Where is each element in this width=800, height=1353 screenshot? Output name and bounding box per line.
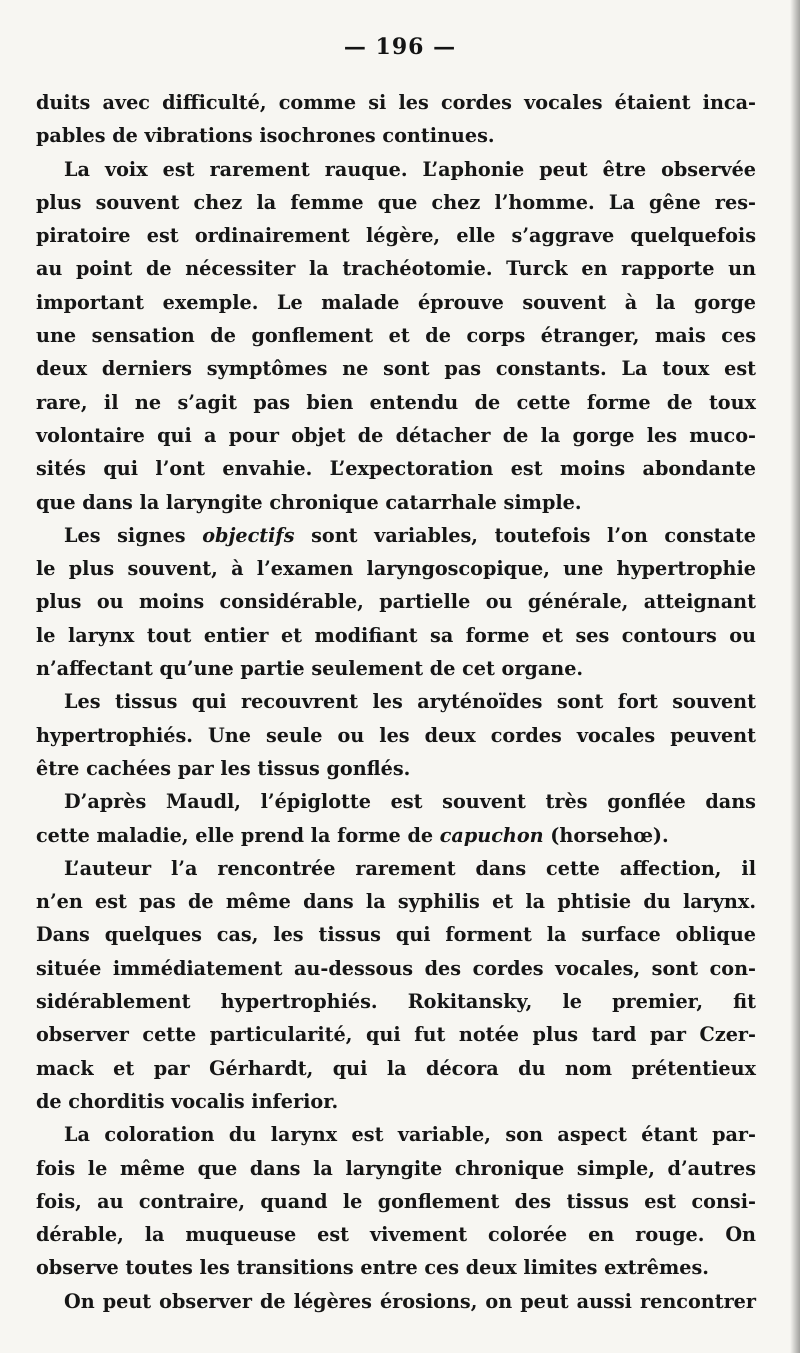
- italic-term: capuchon: [439, 823, 544, 847]
- text-line: pables de vibrations isochrones continues.: [36, 124, 495, 148]
- text-line: On peut observer de légères érosions, on peut aussi rencontrer: [64, 1289, 756, 1313]
- text-line: cette maladie, elle prend la forme de capuchon (horsehœ).: [36, 823, 669, 847]
- text-line: rare, il ne s’agit pas bien entendu de cette forme de toux: [36, 390, 756, 414]
- text-line: D’après Maudl, l’épiglotte est souvent très gonflée dans: [64, 790, 756, 814]
- paragraph: [36, 153, 756, 519]
- paragraph: [36, 1285, 756, 1318]
- paragraph: [36, 519, 756, 685]
- text-line: située immédiatement au-dessous des cordes vocales, sont con-: [36, 956, 756, 980]
- text-line: La voix est rarement rauque. L’aphonie peut être observée: [64, 157, 756, 181]
- text-line: n’en est pas de même dans la syphilis et la phtisie du larynx.: [36, 890, 756, 914]
- text-line: L’auteur l’a rencontrée rarement dans cette affection, il: [64, 856, 756, 880]
- text-line: n’affectant qu’une partie seulement de cet organe.: [36, 657, 584, 681]
- text-line: plus ou moins considérable, partielle ou générale, atteignant: [36, 590, 756, 614]
- text-line: une sensation de gonflement et de corps étranger, mais ces: [36, 324, 756, 348]
- text-line: le plus souvent, à l’examen laryngoscopique, une hypertrophie: [36, 557, 756, 581]
- text-line: mack et par Gérhardt, qui la décora du nom prétentieux: [36, 1056, 756, 1080]
- text-line: Dans quelques cas, les tissus qui forment la surface oblique: [36, 923, 756, 947]
- text-line: Les tissus qui recouvrent les aryténoïdes sont fort souvent: [64, 690, 756, 714]
- text-line: plus souvent chez la femme que chez l’homme. La gêne res-: [36, 190, 756, 214]
- italic-term: objectifs: [202, 523, 295, 547]
- text-line: sidérablement hypertrophiés. Rokitansky, le premier, fit: [36, 990, 756, 1014]
- page-number: — 196 —: [343, 34, 457, 60]
- text-line: dérable, la muqueuse est vivement colorée en rouge. On: [36, 1223, 756, 1247]
- text-line: fois le même que dans la laryngite chronique simple, d’autres: [36, 1156, 756, 1180]
- paragraph: [36, 86, 756, 153]
- text-line: duits avec difficulté, comme si les cordes vocales étaient inca-: [36, 91, 756, 114]
- text-line: de chorditis vocalis inferior.: [36, 1089, 339, 1113]
- text-line: au point de nécessiter la trachéotomie. Turck en rapporte un: [36, 257, 756, 281]
- text-line: La coloration du larynx est variable, son aspect étant par-: [64, 1123, 756, 1147]
- text-line: volontaire qui a pour objet de détacher de la gorge les muco-: [36, 423, 756, 447]
- text-line: piratoire est ordinairement légère, elle s’aggrave quelquefois: [36, 224, 756, 248]
- text-line: Les signes objectifs sont variables, toutefois l’on constate: [64, 523, 756, 547]
- paragraph: [36, 852, 756, 1118]
- text-line: le larynx tout entier et modifiant sa forme et ses contours ou: [36, 623, 756, 647]
- text-line: observer cette particularité, qui fut notée plus tard par Czer-: [36, 1023, 756, 1047]
- text-line: deux derniers symptômes ne sont pas constants. La toux est: [36, 357, 756, 381]
- paragraph: [36, 1118, 756, 1284]
- text-line: observe toutes les transitions entre ces deux limites extrêmes.: [36, 1256, 709, 1280]
- paragraph: [36, 685, 756, 785]
- paragraph: [36, 785, 756, 852]
- text-line: que dans la laryngite chronique catarrhale simple.: [36, 490, 582, 514]
- text-line: fois, au contraire, quand le gonflement des tissus est consi-: [36, 1189, 756, 1213]
- page-edge-shadow: [790, 0, 800, 1353]
- text-line: être cachées par les tissus gonflés.: [36, 756, 411, 780]
- text-line: sités qui l’ont envahie. L’expectoration est moins abondante: [36, 457, 756, 481]
- text-line: hypertrophiés. Une seule ou les deux cordes vocales peuvent: [36, 723, 756, 747]
- text-line: important exemple. Le malade éprouve souvent à la gorge: [36, 290, 756, 314]
- body-text: [36, 86, 756, 1318]
